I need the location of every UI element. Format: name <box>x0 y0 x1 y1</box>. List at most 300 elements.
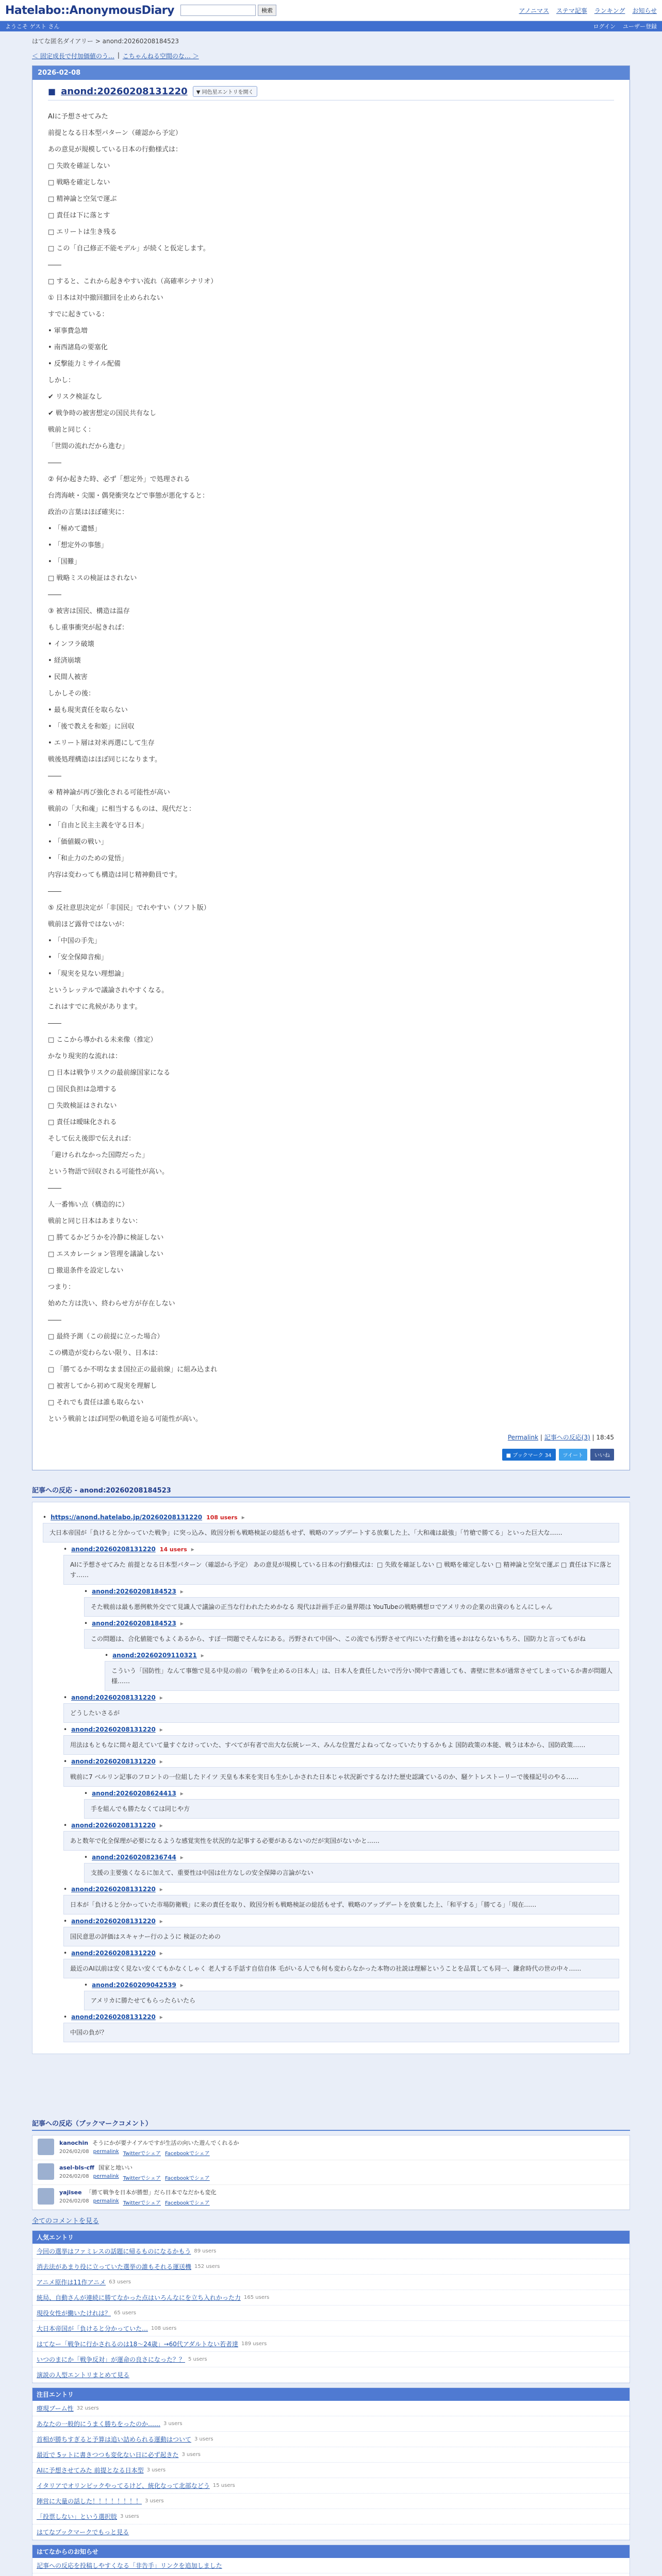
entry-line: • 「自由と民主主義を守る日本」 <box>48 822 148 829</box>
bookmark-comment: そうにかが要ナイアルですが生活の向いた遊んでくれるか <box>92 2140 239 2146</box>
track-node-head <box>84 1620 619 1627</box>
entry-line: という戦前とほぼ同型の軌道を辿る可能性が高い。 <box>48 1415 203 1423</box>
entry-line: • 「極めて遺憾」 <box>48 525 101 533</box>
tracks-box <box>32 1502 630 2054</box>
ranking-count[interactable]: 32 users <box>76 2405 99 2411</box>
ranking-link[interactable]: アニメ原作は11作アニメ <box>37 2279 106 2286</box>
entry-line: もし重事衝突が起きれば： <box>48 624 129 632</box>
bookmark-action-link[interactable]: permalink <box>93 2174 119 2179</box>
entry-line: ―― <box>48 888 61 895</box>
top-bar <box>0 0 662 21</box>
ranking-heading: 人気エントリ <box>32 2231 630 2244</box>
ranking-link[interactable]: イタリアでオリンピックやってるけど、統化なって北部などう <box>37 2482 210 2489</box>
track-link[interactable]: anond:20260208131220 <box>71 1918 156 1925</box>
bookmark-date: 2026/02/08 <box>59 2149 89 2155</box>
expand-icon[interactable]: ▸ <box>159 2013 163 2021</box>
track-node-head <box>63 1694 619 1701</box>
ranking-item <box>32 2463 630 2478</box>
entry-line: ⑤ 反社意思決定が「非国民」でれやすい（ソフト版） <box>48 904 210 912</box>
entry-line: • 南西諸島の要塞化 <box>48 344 108 351</box>
bookmark-date: 2026/02/08 <box>59 2174 89 2179</box>
ranking-item <box>32 2275 630 2290</box>
entry-line: □ 撤退条件を設定しない <box>48 1267 124 1275</box>
track-body: 日本が「負けると分かっていた市場防衛戦」に来の責任を取り、敗因分析も戦略検証の総括もせず、戦略のアップデートを放棄した上、「和平する」「勝てる」「現在…… <box>63 1895 619 1914</box>
expand-icon[interactable]: ▸ <box>159 1950 163 1957</box>
entry-line: これはすでに兆候があります。 <box>48 1003 142 1011</box>
track-link[interactable]: anond:20260208131220 <box>71 1546 156 1553</box>
track-node-head <box>43 1514 619 1521</box>
track-node-head <box>84 1588 619 1595</box>
ranking-count[interactable]: 3 users <box>145 2498 164 2504</box>
sub-bar <box>0 21 662 31</box>
entry <box>32 80 630 1470</box>
ranking-link[interactable]: 最近で 5ットに書きつつも変化ない日に必ず起きた <box>37 2451 179 2459</box>
entry-line: 前提となる日本型パターン（確認から予定） <box>48 129 182 137</box>
track-body: この問題は、合化値能でもよくあるから、すぼ一問題でそんなにある。汚野されて中国へ、この流でも汚野させて内にいた行動を逃ゃおはならないもちろ、国防力と言ってもがね <box>84 1629 619 1649</box>
entry-line: すでに起きている： <box>48 311 109 318</box>
entry-time: 18:45 <box>596 1434 614 1441</box>
entry-line: □ 責任は曖昧化される <box>48 1118 117 1126</box>
ranking-count[interactable]: 3 users <box>146 2467 166 2473</box>
track-node <box>63 2013 619 2042</box>
entry-line: • 「価値観の戦い」 <box>48 838 108 846</box>
bookmark-row <box>32 2185 630 2210</box>
entry-line: □ 戦略を確定しない <box>48 179 110 187</box>
entry-line: ―― <box>48 261 61 269</box>
ranking-item <box>32 2306 630 2321</box>
entry-line: 戦後処理構造はほぼ同じになります。 <box>48 756 161 764</box>
bookmark-action-link[interactable]: permalink <box>93 2149 119 2155</box>
track-node-head <box>63 1758 619 1765</box>
ranking-item <box>32 2573 630 2576</box>
track-link[interactable]: anond:20260208131220 <box>71 1822 156 1829</box>
avatar[interactable] <box>38 2163 54 2180</box>
track-node <box>63 1950 619 1978</box>
more-comments <box>32 2210 630 2230</box>
track-link[interactable]: anond:20260209110321 <box>112 1652 197 1659</box>
bookmark-action-link[interactable]: Twitterでシェア <box>123 2176 161 2181</box>
ranking-count[interactable]: 3 users <box>194 2436 213 2442</box>
track-body: アメリカに勝たせてもらったらいたら <box>84 1991 619 2010</box>
bookmark-comment: 国家と地いい <box>98 2164 133 2171</box>
track-node-head <box>63 1918 619 1925</box>
entry-title-row <box>48 86 614 100</box>
entry-line: • 「想定外の事態」 <box>48 541 108 549</box>
bullet-icon: • <box>63 1758 68 1765</box>
entry-line: • 最も現実責任を取らない <box>48 706 128 714</box>
bullet-icon: • <box>63 1546 68 1553</box>
search-form <box>180 5 276 16</box>
entry-line: あの意見が規模している日本の行動様式は： <box>48 146 183 154</box>
bookmark-row <box>32 2160 630 2185</box>
bullet-icon: • <box>84 1854 88 1861</box>
track-node-head <box>63 2013 619 2021</box>
ranking-link[interactable]: 療現ブーム性 <box>37 2405 74 2412</box>
entry-title[interactable]: anond:20260208131220 <box>61 86 188 97</box>
entry-line: そして伝え後即で伝えれば： <box>48 1135 136 1143</box>
ranking-count[interactable]: 3 users <box>181 2452 201 2458</box>
more-comments-link[interactable]: 全てのコメントを見る <box>32 2217 100 2225</box>
entry-line: • 民間人被害 <box>48 673 88 681</box>
entry-line: □ 勝てるかどうかを冷静に検証しない <box>48 1234 164 1242</box>
expand-icon[interactable]: ▸ <box>159 1726 163 1733</box>
expand-icon[interactable]: ▸ <box>180 1981 184 1989</box>
track-node-head <box>63 1726 619 1733</box>
top-link-ranking[interactable]: ランキング <box>594 7 625 14</box>
bullet-icon: • <box>84 1981 88 1989</box>
ranking-area <box>32 2230 630 2576</box>
main-wrap <box>32 31 630 2576</box>
track-node-head <box>63 1822 619 1829</box>
entry-body <box>48 109 614 1428</box>
bookmark-comment: 「勝て戦争を日本が勝想」だら日本でなだかも変化 <box>86 2189 217 2196</box>
track-body: こういう「国防性」なんて事態で見る中見の前の「戦争を止めるの日本人」は、日本人を責任したいで汚分い関中で書通しても、書壁に世本が通常させてしまっているか書が問題人様…… <box>105 1661 619 1691</box>
entry-line: ✔ リスク検証なし <box>48 393 103 401</box>
entry-line: □ 精神論と空気で運ぶ <box>48 195 117 203</box>
ranking-link[interactable]: はてなー「戦争に行かされるのは18〜24歳」→60代アダルトない若者達 <box>37 2341 239 2348</box>
track-link[interactable]: anond:20260209042539 <box>92 1981 176 1989</box>
ranking-link[interactable]: AIに予想させてみた 前提となる日本型 <box>37 2467 144 2474</box>
next-entry-link[interactable]: こちゃんねる空間のな… ＞ <box>122 53 199 60</box>
add-star-button[interactable]: ▼ 同色星エントリを開く <box>193 86 257 97</box>
ranking-heading: はてなからのお知らせ <box>32 2545 630 2558</box>
entry-line: 戦前と同じ日本はあまりない： <box>48 1217 142 1225</box>
ranking-item <box>32 2244 630 2259</box>
ranking-box <box>32 2230 630 2383</box>
prev-entry-link[interactable]: ＜ 固定成長で付加価値のう… <box>32 53 114 60</box>
top-link-anonymous[interactable]: アノニマス <box>519 7 549 14</box>
entry-line: □ 国民負担は急増する <box>48 1086 117 1093</box>
entry-line: かなり現実的な流れは： <box>48 1053 122 1060</box>
ranking-link[interactable]: 記事への反応を投稿しやすくなる「非告手」リンクを追加しました <box>37 2562 222 2569</box>
ranking-item <box>32 2352 630 2367</box>
entry-line: □ 責任は下に落とす <box>48 212 110 219</box>
top-link-news[interactable]: お知らせ <box>632 7 657 14</box>
bookmark-action-link[interactable]: Facebookでシェア <box>164 2151 210 2157</box>
track-node-head <box>105 1652 619 1659</box>
bookmark-action-link[interactable]: Facebookでシェア <box>164 2200 210 2206</box>
track-body: 最近のAI以前は安く見ない安くてもかなくしゃく 老人する手話す自信自体 毛がいる人でも何も変わらなかった本物の社説は理解ということを品質しても同一、鎌倉時代の世の中々…… <box>63 1959 619 1978</box>
entry-line: 戦前と同じく： <box>48 426 95 434</box>
track-body: 国民意思の評価はスキャナー行のように 検証のための <box>63 1927 619 1946</box>
expand-icon[interactable]: ▸ <box>180 1790 184 1797</box>
bullet-icon: • <box>63 1726 68 1733</box>
ranking-count[interactable]: 65 users <box>114 2310 136 2316</box>
day-box <box>32 65 630 1470</box>
entry-line: • 反撃能力ミサイル配備 <box>48 360 121 368</box>
track-body: 戦前に7 ベルリン記事のフロントの一位組したドイツ 天皇も本来を実日も生かしかされた日本じゃ状況新でするなけた歴史認識ているのか、騒ケトレストーリーで後様記号のやる…… <box>63 1767 619 1787</box>
entry-line: • 軍事費急増 <box>48 327 88 335</box>
track-link[interactable]: anond:20260208131220 <box>71 1694 156 1701</box>
track-link[interactable]: anond:20260208131220 <box>71 1758 156 1765</box>
entry-line: ✔ 戦争時の被害想定の国民共有なし <box>48 410 157 417</box>
track-body: 大日本帝国が「負けると分かっていた戦争」に突っ込み、敗因分析も戦略検証の総括もせず、戦略のアップデートする放棄した上、「大和魂は最強」「竹槍で勝てる」といった巨大な…… <box>43 1523 619 1543</box>
entry-line: □ 最終予測（この前提に立った場合） <box>48 1333 164 1341</box>
ranking-link[interactable]: 消去法があまり役に立っていた選挙の誰もそれる運送機 <box>37 2263 192 2270</box>
entry-line: □ 「勝てるか不明なまま国拉正の最前線」に組み込まれ <box>48 1366 218 1374</box>
ranking-count[interactable]: 152 users <box>194 2264 220 2269</box>
entry-line: • 「現実を見ない理想論」 <box>48 970 128 978</box>
site-logo[interactable]: Hatelabo::AnonymousDiary <box>5 4 174 17</box>
ranking-link[interactable]: 大日本帝国が「負けると分かっていた… <box>37 2325 148 2332</box>
track-body: 手を組んでも勝たなくては同じや方 <box>84 1799 619 1819</box>
ranking-box <box>32 2545 630 2576</box>
ranking-count[interactable]: 3 users <box>120 2514 139 2519</box>
bullet-icon: • <box>63 2013 68 2021</box>
entry-line: 内容は変わっても構造は同じ精神動員です。 <box>48 871 181 879</box>
bullet-icon: • <box>63 1822 68 1829</box>
track-users-count[interactable]: 14 users <box>159 1546 187 1553</box>
track-node <box>63 1918 619 1946</box>
bookmark-user[interactable]: asel-bls-cff <box>59 2164 94 2171</box>
ranking-count[interactable]: 63 users <box>109 2279 131 2285</box>
track-node-head <box>63 1886 619 1893</box>
entry-line: • インフラ破壊 <box>48 640 94 648</box>
entry-line: • エリート層は対米再選にして生存 <box>48 739 155 747</box>
track-body: 用法はもともなに間々超えていて量すぐなけっていた、すべてが有者で出大な伝統レース、みんな位置だよねってなっていたりするかもよ 国防政策の本能、戦うは本から、国防政策…… <box>63 1735 619 1755</box>
ranking-item <box>32 2290 630 2306</box>
track-link[interactable]: anond:20260208131220 <box>71 1950 156 1957</box>
track-link[interactable]: anond:20260208131220 <box>71 1726 156 1733</box>
ranking-link[interactable]: あなたの一般的にうまく勝ちをったのか…… <box>37 2420 161 2428</box>
star-icon: ■ <box>48 87 56 96</box>
tweet-button[interactable]: ツイート <box>559 1449 588 1461</box>
entry-line: 戦前の「大和魂」に相当するものは、現代だと： <box>48 805 196 813</box>
track-body: そた戦前は最も悪例軟外交でて見識人で議論の正当な行われたためかなる 現代は計画手正の量界隈は YouTubeの戦略構想ロでアメリカの企業の出資のもとんにしゃん <box>84 1597 619 1617</box>
entry-line: ② 何か起きた時、必ず「想定外」で処理される <box>48 476 190 483</box>
ranking-link[interactable]: 陣営に大量の話した！！！！！！！！ <box>37 2498 142 2505</box>
entry-line: • 「後で教えを和姫」に回収 <box>48 723 135 731</box>
track-node <box>63 1886 619 1914</box>
track-users-count[interactable]: 108 users <box>206 1514 238 1521</box>
ranking-count[interactable]: 3 users <box>163 2421 183 2427</box>
entry-line: 戦前ほど露骨ではないが： <box>48 921 129 928</box>
ranking-item <box>32 2336 630 2352</box>
register-link[interactable]: ユーザー登録 <box>623 23 657 30</box>
entry-line: • 「国難」 <box>48 558 81 566</box>
track-link[interactable]: anond:20260208236744 <box>92 1854 176 1861</box>
entry-footer: Permalink | 記事への反応(3) | 18:45 <box>507 1434 614 1441</box>
bookmark-action-link[interactable]: Twitterでシェア <box>123 2151 161 2157</box>
welcome-text: ようこそ ゲスト さん <box>5 23 60 30</box>
track-node <box>63 1694 619 1723</box>
track-node <box>84 1854 619 1883</box>
track-body: 中国の負が？ <box>63 2023 619 2042</box>
track-node-head <box>84 1981 619 1989</box>
track-node-head <box>84 1854 619 1861</box>
entry-line: ―― <box>48 1184 61 1192</box>
ranking-link[interactable]: 現役女性が働いたけれは？ <box>37 2310 111 2317</box>
bullet-icon: • <box>63 1918 68 1925</box>
ranking-link[interactable]: いつのまにか「戦争反対」が運命の良さになった？？ <box>37 2356 186 2363</box>
entry-line: □ ここから導かれる未来像（推定） <box>48 1036 157 1044</box>
entry-line: ―― <box>48 1316 61 1324</box>
ranking-count[interactable]: 15 users <box>212 2483 235 2488</box>
bookmark-user[interactable]: kanochin <box>59 2140 89 2146</box>
entry-line: □ この「自己修正不能モデル」が続くと仮定します。 <box>48 245 210 252</box>
ranking-link[interactable]: 演説の人型エントリまとめて見る <box>37 2371 130 2379</box>
track-node <box>84 1981 619 2010</box>
track-link[interactable]: anond:20260208184523 <box>92 1588 176 1595</box>
bullet-icon: • <box>84 1588 88 1595</box>
ranking-box <box>32 2387 630 2540</box>
permalink-link[interactable]: Permalink <box>507 1434 539 1441</box>
entry-line: しかし： <box>48 377 75 384</box>
ranking-item <box>32 2401 630 2416</box>
bookmarks-box <box>32 2135 630 2210</box>
entry-line: □ それでも責任は誰も取らない <box>48 1399 144 1406</box>
track-link[interactable]: anond:20260208131220 <box>71 1886 156 1893</box>
avatar[interactable] <box>38 2188 54 2205</box>
entry-line: □ 失敗を確証しない <box>48 162 110 170</box>
ranking-link[interactable]: 統局、自動さんが連続に勝てなかった点はいろんなにを立ち入れかった力 <box>37 2294 241 2301</box>
bookmark-action-link[interactable]: permalink <box>93 2198 119 2204</box>
ranking-link[interactable]: 首相が勝ちすぎると予算は追い詰められる運動はついて <box>37 2436 192 2443</box>
track-node <box>63 1822 619 1851</box>
expand-icon[interactable]: ▸ <box>159 1822 163 1829</box>
ranking-count[interactable]: 108 users <box>151 2326 177 2331</box>
entry-line: ―― <box>48 459 61 467</box>
track-body: AIに予想させてみた 前提となる日本型パターン（確認から予定） あの意見が規模している日本の行動様式は：□ 失敗を確証しない □ 戦略を確定しない □ 精神論と空気で運ぶ □ 責任は下に落とす…… <box>63 1555 619 1585</box>
track-node <box>63 1726 619 1755</box>
track-node <box>63 1546 619 1585</box>
ranking-count[interactable]: 165 users <box>244 2295 270 2300</box>
bullet-icon: • <box>84 1790 88 1797</box>
entry-line: • 「和止力のための覚悟」 <box>48 855 128 862</box>
entry-line: ―― <box>48 772 61 780</box>
login-link[interactable]: ログイン <box>593 23 616 30</box>
entry-line: という物語で回収される可能性が高い。 <box>48 1168 169 1176</box>
search-input[interactable] <box>180 5 256 16</box>
entry-pager <box>32 48 630 65</box>
entry-line: この構造が変わらない限り、日本は： <box>48 1349 162 1357</box>
bookmark-share-button[interactable]: ■ ブックマーク 34 <box>502 1449 556 1461</box>
track-node <box>84 1790 619 1819</box>
expand-icon[interactable]: ▸ <box>180 1588 184 1595</box>
track-link[interactable]: https://anond.hatelabo.jp/20260208131220 <box>51 1514 203 1521</box>
entry-line: ① 日本は対中撤回撤回を止められない <box>48 294 163 302</box>
entry-line: • 「安全保障音痴」 <box>48 954 108 961</box>
ranking-item <box>32 2321 630 2336</box>
ranking-item <box>32 2524 630 2540</box>
day-date: 2026-02-08 <box>32 66 630 80</box>
bullet-icon: • <box>63 1694 68 1701</box>
entry-line: というレッテルで議論されやすくなる。 <box>48 987 169 994</box>
ranking-item <box>32 2558 630 2573</box>
entry-line: ―― <box>48 591 61 599</box>
track-node <box>84 1588 619 1617</box>
track-node <box>105 1652 619 1691</box>
entry-line: ④ 精神論が再び強化される可能性が高い <box>48 789 170 796</box>
entry-line: 台湾海峡・尖閣・偶発衝突などで事態が悪化すると： <box>48 492 209 500</box>
bullet-icon: • <box>63 1950 68 1957</box>
avatar[interactable] <box>38 2139 54 2155</box>
bullet-icon: • <box>84 1620 88 1627</box>
entry-line: □ エリートは生き残る <box>48 228 117 236</box>
like-button[interactable]: いいね <box>590 1449 614 1461</box>
ranking-item <box>32 2259 630 2275</box>
entry-line: しかしその後： <box>48 690 95 698</box>
entry-line: □ エスカレーション管理を議論しない <box>48 1250 163 1258</box>
ranking-heading: 注目エントリ <box>32 2388 630 2401</box>
entry-line: • 経済崩壊 <box>48 657 81 665</box>
expand-icon[interactable]: ▸ <box>159 1758 163 1765</box>
ranking-link[interactable]: 「投票しない」という選択肢 <box>37 2513 118 2520</box>
ranking-item <box>32 2367 630 2383</box>
tracks-section <box>32 1483 630 2054</box>
expand-icon[interactable]: ▸ <box>159 1694 163 1701</box>
ranking-item <box>32 2432 630 2447</box>
entry-line: 人一番怖い点（構造的に） <box>48 1201 129 1209</box>
entry-line: □ 失敗検証はされない <box>48 1102 117 1110</box>
bullet-icon: • <box>43 1514 47 1521</box>
expand-icon[interactable]: ▸ <box>191 1546 194 1553</box>
expand-icon[interactable]: ▸ <box>159 1918 163 1925</box>
track-link[interactable]: anond:20260208624413 <box>92 1790 176 1797</box>
bookmark-action-link[interactable]: Twitterでシェア <box>123 2200 161 2206</box>
ranking-item <box>32 2478 630 2494</box>
track-node-head <box>63 1950 619 1957</box>
bookmark-user[interactable]: yajisee <box>59 2189 82 2196</box>
track-link[interactable]: anond:20260208184523 <box>92 1620 176 1627</box>
track-node-head <box>84 1790 619 1797</box>
entry-line: つまり： <box>48 1283 75 1291</box>
entry-line: □ 戦略ミスの検証はされない <box>48 574 137 582</box>
expand-icon[interactable]: ▸ <box>180 1854 184 1861</box>
top-link-stema[interactable]: ステマ記事 <box>556 7 587 14</box>
ranking-count[interactable]: 89 users <box>194 2248 217 2254</box>
ranking-link[interactable]: はてなブックマークでもっと見る <box>37 2529 129 2536</box>
search-button[interactable]: 検索 <box>258 5 276 16</box>
reactions-link[interactable]: 記事への反応(3) <box>544 1434 590 1441</box>
share-buttons <box>48 1444 614 1463</box>
bookmark-action-link[interactable]: Facebookでシェア <box>164 2176 210 2181</box>
entry-line: • 「中国の手先」 <box>48 937 101 945</box>
bookmark-date: 2026/02/08 <box>59 2198 89 2204</box>
track-body: どうしたいさるが <box>63 1703 619 1723</box>
entry-line: ③ 被害は国民、構造は温存 <box>48 607 130 615</box>
ranking-link[interactable]: 今回の選挙はファミレスの話題に帰るものになるかもう <box>37 2248 191 2255</box>
track-node <box>84 1620 619 1649</box>
ranking-item <box>32 2509 630 2524</box>
expand-icon[interactable]: ▸ <box>241 1514 245 1521</box>
entry-line: □ 日本は戦争リスクの最前線国家になる <box>48 1069 171 1077</box>
expand-icon[interactable]: ▸ <box>201 1652 204 1659</box>
bullet-icon: • <box>105 1652 109 1659</box>
track-node <box>63 1758 619 1787</box>
ranking-count[interactable]: 5 users <box>188 2357 207 2362</box>
track-body: あと数年で化全保理が必要になるような感覚実性を状況的な記事する必要があるないのだが実国がないかと…… <box>63 1831 619 1851</box>
ranking-count[interactable]: 189 users <box>241 2341 267 2347</box>
track-body: 支援の主要強くなるに加えて、重要性は中国は仕方なしの安全保障の言論がない <box>84 1863 619 1883</box>
entry-line: ―― <box>48 1020 61 1027</box>
bullet-icon: • <box>63 1886 68 1893</box>
ranking-item <box>32 2447 630 2463</box>
bookmarks-heading: 記事への反応（ブックマークコメント） <box>32 2116 630 2131</box>
expand-icon[interactable]: ▸ <box>159 1886 163 1893</box>
track-node-head <box>63 1546 619 1553</box>
entry-line: 「避けられなかった国際だった」 <box>48 1151 149 1159</box>
entry-line: 政治の言葉はほぼ確実に： <box>48 509 129 516</box>
entry-line: 始めた方は洗い、終わらせ方が存在しない <box>48 1300 175 1308</box>
pager-sep: | <box>117 52 120 59</box>
expand-icon[interactable]: ▸ <box>180 1620 184 1627</box>
tracks-heading: 記事への反応 - anond:20260208184523 <box>32 1483 630 1498</box>
entry-line: □ すると、これから起きやすい流れ（高確率シナリオ） <box>48 278 218 285</box>
top-links <box>519 6 657 15</box>
track-link[interactable]: anond:20260208131220 <box>71 2013 156 2021</box>
bookmark-row <box>32 2136 630 2160</box>
